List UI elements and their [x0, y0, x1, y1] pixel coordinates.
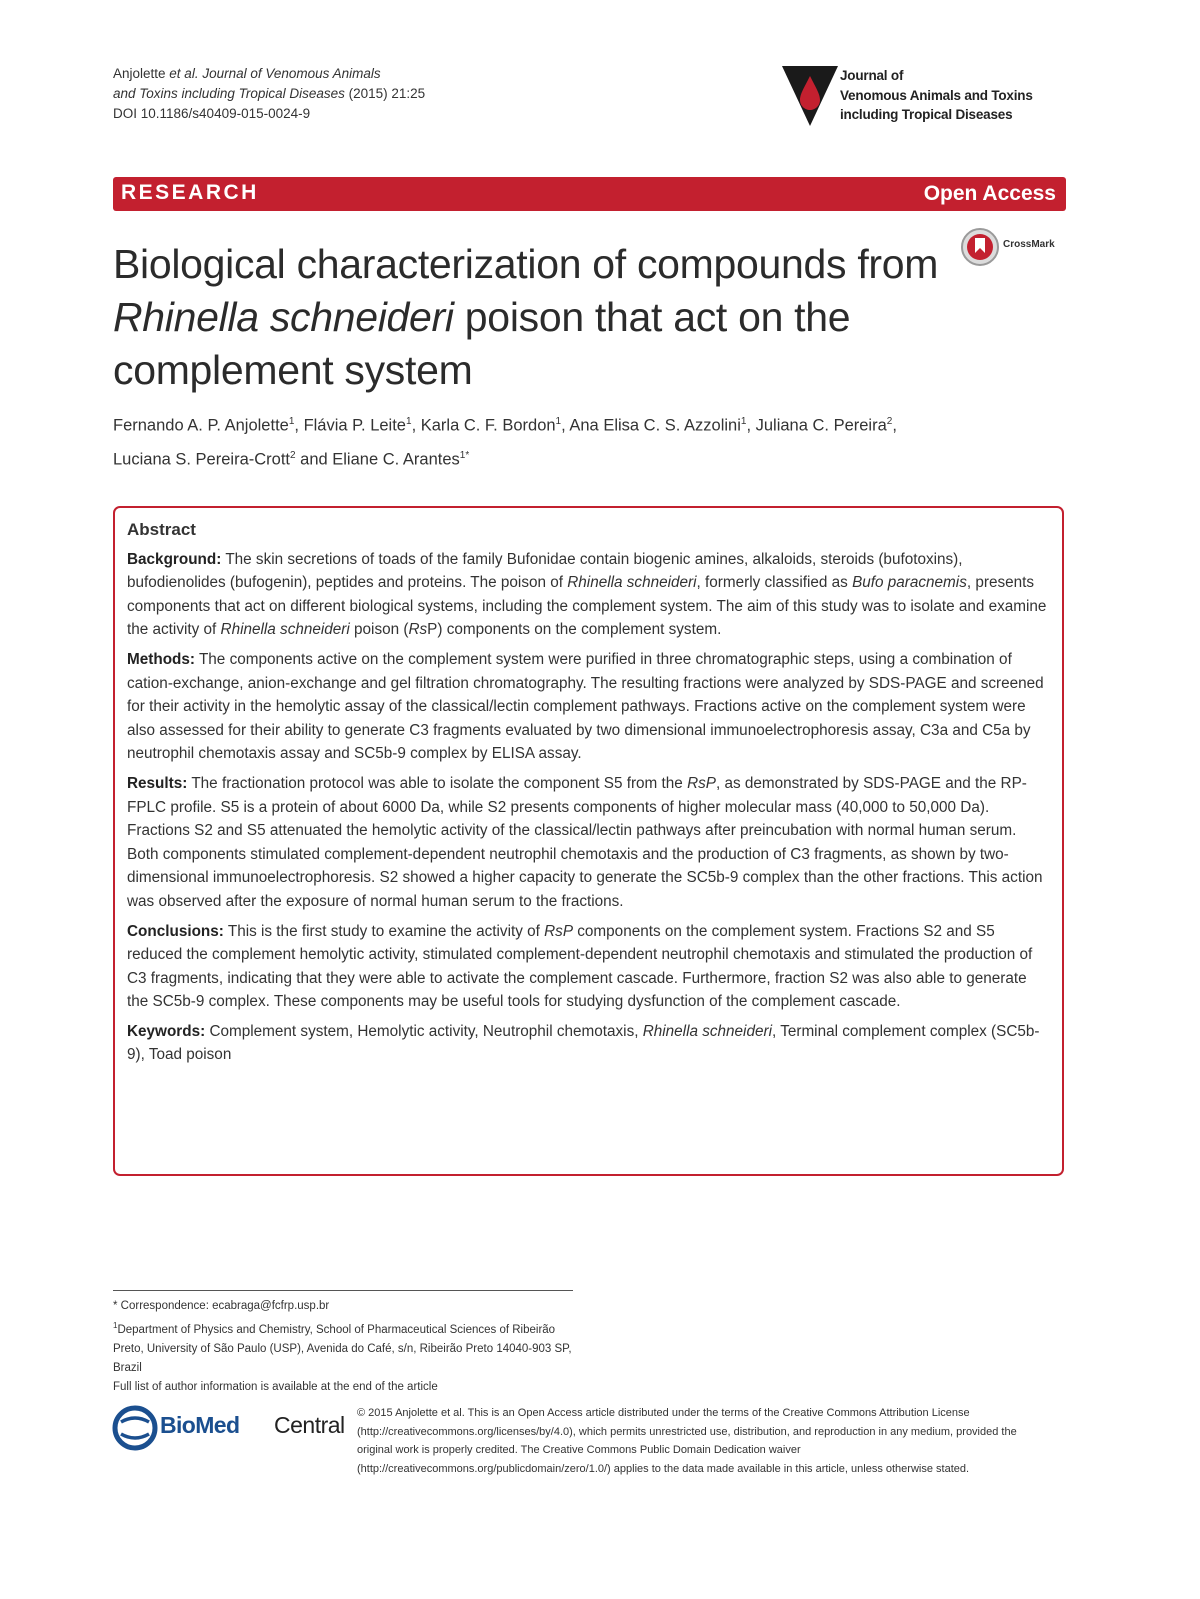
title-part-1: Biological characterization of compounds from — [113, 241, 939, 287]
correspondence-email[interactable]: * Correspondence: ecabraga@fcfrp.usp.br — [113, 1300, 330, 1312]
author-affil: 2 — [886, 416, 893, 427]
background-italic: Rhinella schneideri — [220, 621, 350, 639]
keywords-italic: Rhinella schneideri — [642, 1022, 772, 1040]
author-affil: 1 — [288, 416, 295, 427]
article-citation — [113, 64, 425, 124]
abstract-background — [127, 548, 1052, 642]
author-list — [113, 407, 1013, 474]
citation-etal: et al. — [169, 66, 199, 81]
affiliation — [113, 1316, 583, 1378]
footnote-divider — [113, 1290, 573, 1291]
background-italic: Rhinella schneideri — [567, 574, 697, 592]
abstract-keywords — [127, 1020, 1052, 1067]
biomed-central-icon — [111, 1404, 159, 1452]
article-title — [113, 238, 943, 397]
affiliation-marker: 1 — [113, 1321, 118, 1330]
author-separator: , — [746, 416, 756, 435]
author-affil: 2 — [290, 449, 296, 461]
results-italic: RsP — [687, 774, 716, 792]
author-name[interactable]: Karla C. F. Bordon — [420, 416, 556, 435]
methods-label: Methods: — [127, 650, 195, 668]
background-italic: Rs — [408, 621, 428, 639]
keywords-label: Keywords: — [127, 1022, 206, 1040]
citation-journal-2: and Toxins including Tropical Diseases — [113, 86, 345, 101]
author-name[interactable]: Juliana C. Pereira — [755, 416, 887, 435]
author-name[interactable]: Luciana S. Pereira-Crott — [113, 450, 290, 468]
background-italic: Bufo paracnemis — [852, 574, 967, 592]
methods-text: The components active on the complement system were purified in three chromatographic steps, using a combination of cation-exchange, anion-exchange and gel filtration chromatography. The resulting fractions were analyzed by SDS-PAGE and screened for their activity in the hemolytic assay of the classical/lectin complement pathways. Fractions active on the complement system were also assessed for their ability to generate C3 fragments evaluated by two dimensional immunoelectrophoresis assay, C3a and C5a by neutrophil chemotaxis assay and SC5b-9 complex by ELISA assay. — [127, 650, 1044, 763]
author-name[interactable]: Flávia P. Leite — [303, 416, 406, 435]
background-text: P) components on the complement system. — [427, 621, 722, 639]
conclusions-text: components on the complement system. Fractions S2 and S5 reduced the complement hemolytic activity, stimulated complement-dependent neutrophil chemotaxis and stimulated the production of C3 fragments, indicating that they were able to activate the complement cascade. Furthermore, fraction S2 was also able to generate the SC5b-9 complex. These components may be useful tools for studying dysfunction of the complement cascade. — [127, 922, 1033, 1011]
author-affil: 1* — [459, 449, 470, 461]
background-text: The skin secretions of toads of the family Bufonidae contain biogenic amines, alkaloids, steroids (bufotoxins), bufodienolides (bufogenin), peptides and proteins. The poison of — [127, 550, 963, 592]
journal-logo[interactable] — [782, 66, 1082, 128]
crossmark-badge[interactable] — [960, 227, 1070, 267]
author-info-note: Full list of author information is available at the end of the article — [113, 1380, 438, 1393]
journal-drop-icon — [782, 66, 838, 128]
background-label: Background: — [127, 550, 222, 568]
publisher-name-regular: Central — [274, 1412, 345, 1438]
citation-journal-1: Journal of Venomous Animals — [198, 66, 381, 81]
keywords-text: Complement system, Hemolytic activity, Neutrophil chemotaxis, — [205, 1022, 643, 1040]
keywords-text: , Terminal complement complex (SC5b-9), Toad poison — [127, 1022, 1040, 1064]
author-separator: , — [294, 416, 304, 435]
citation-doi[interactable]: DOI 10.1186/s40409-015-0024-9 — [113, 106, 311, 121]
citation-volume: (2015) 21:25 — [344, 86, 426, 101]
affiliation-text: Department of Physics and Chemistry, School of Pharmaceutical Sciences of Ribeirão Preto, University of São Paulo (USP), Avenida do Café, s/n, Ribeirão Preto 14040-903 SP, Brazil — [113, 1323, 572, 1374]
citation-authors: Anjolette — [113, 66, 170, 81]
author-separator: , — [561, 416, 570, 435]
footnotes — [113, 1297, 583, 1397]
article-type-bar — [113, 177, 1066, 211]
license-text: © 2015 Anjolette et al. This is an Open Access article distributed under the terms of the Creative Commons Attribution License (http://creativecommons.org/licenses/by/4.0), which permits unrestricted use, distribution, and reproduction in any medium, provided the original work is properly credited. The Creative Commons Public Domain Dedication waiver (http://creativecommons.org/publicdomain/zero/1.0/) applies to the data made available in this article, unless otherwise stated. — [357, 1407, 1017, 1475]
author-separator: , — [892, 416, 897, 435]
publisher-logo[interactable] — [111, 1404, 345, 1452]
journal-name-line3: including Tropical Diseases — [840, 107, 1013, 122]
author-name[interactable]: Fernando A. P. Anjolette — [113, 416, 289, 435]
author-separator: , — [411, 416, 421, 435]
results-text: , as demonstrated by SDS-PAGE and the RP-FPLC profile. S5 is a protein of about 6000 Da, while S2 presents components of higher molecular mass (40,000 to 50,000 Da). Fractions S2 and S5 attenuated the hemolytic activity of the classical/lectin pathways after preincubation with normal human serum. Both components stimulated complement-dependent neutrophil chemotaxis and the production of C3 fragments, as shown by two-dimensional immunoelectrophoresis. S2 showed a higher capacity to generate the SC5b-9 complex than the other fractions. This action was observed after the exposure of normal human serum to the fractions. — [127, 774, 1043, 910]
background-text: , presents components that act on different biological systems, including the complement system. The aim of this study was to isolate and examine the activity of — [127, 574, 1047, 639]
author-affil: 1 — [740, 416, 747, 427]
open-access-label[interactable]: Open Access — [923, 182, 1056, 205]
conclusions-label: Conclusions: — [127, 922, 224, 940]
journal-name-line1: Journal of — [840, 68, 904, 83]
journal-name-line2: Venomous Animals and Toxins — [840, 87, 1033, 103]
author-affil: 1 — [555, 416, 562, 427]
background-text: , formerly classified as — [696, 574, 853, 592]
author-name[interactable]: Ana Elisa C. S. Azzolini — [569, 416, 741, 435]
abstract-results — [127, 772, 1052, 914]
results-label: Results: — [127, 774, 188, 792]
article-type-label: RESEARCH — [121, 181, 259, 204]
crossmark-label: CrossMark — [1003, 239, 1055, 250]
conclusions-italic: RsP — [544, 922, 574, 940]
abstract-methods — [127, 648, 1052, 766]
author-and: and — [295, 450, 333, 468]
abstract-heading: Abstract — [127, 520, 196, 539]
abstract-conclusions — [127, 920, 1052, 1014]
author-name[interactable]: Eliane C. Arantes — [332, 450, 460, 468]
abstract-box — [113, 506, 1064, 1176]
crossmark-icon — [960, 227, 1000, 267]
results-text: The fractionation protocol was able to isolate the component S5 from the — [187, 774, 688, 792]
conclusions-text: This is the first study to examine the activity of — [223, 922, 545, 940]
author-affil: 1 — [406, 416, 412, 427]
publisher-name-bold: BioMed — [160, 1412, 240, 1438]
title-part-2: poison that act on the complement system — [113, 294, 851, 393]
title-species: Rhinella schneideri — [113, 294, 454, 340]
background-text: poison ( — [349, 621, 409, 639]
